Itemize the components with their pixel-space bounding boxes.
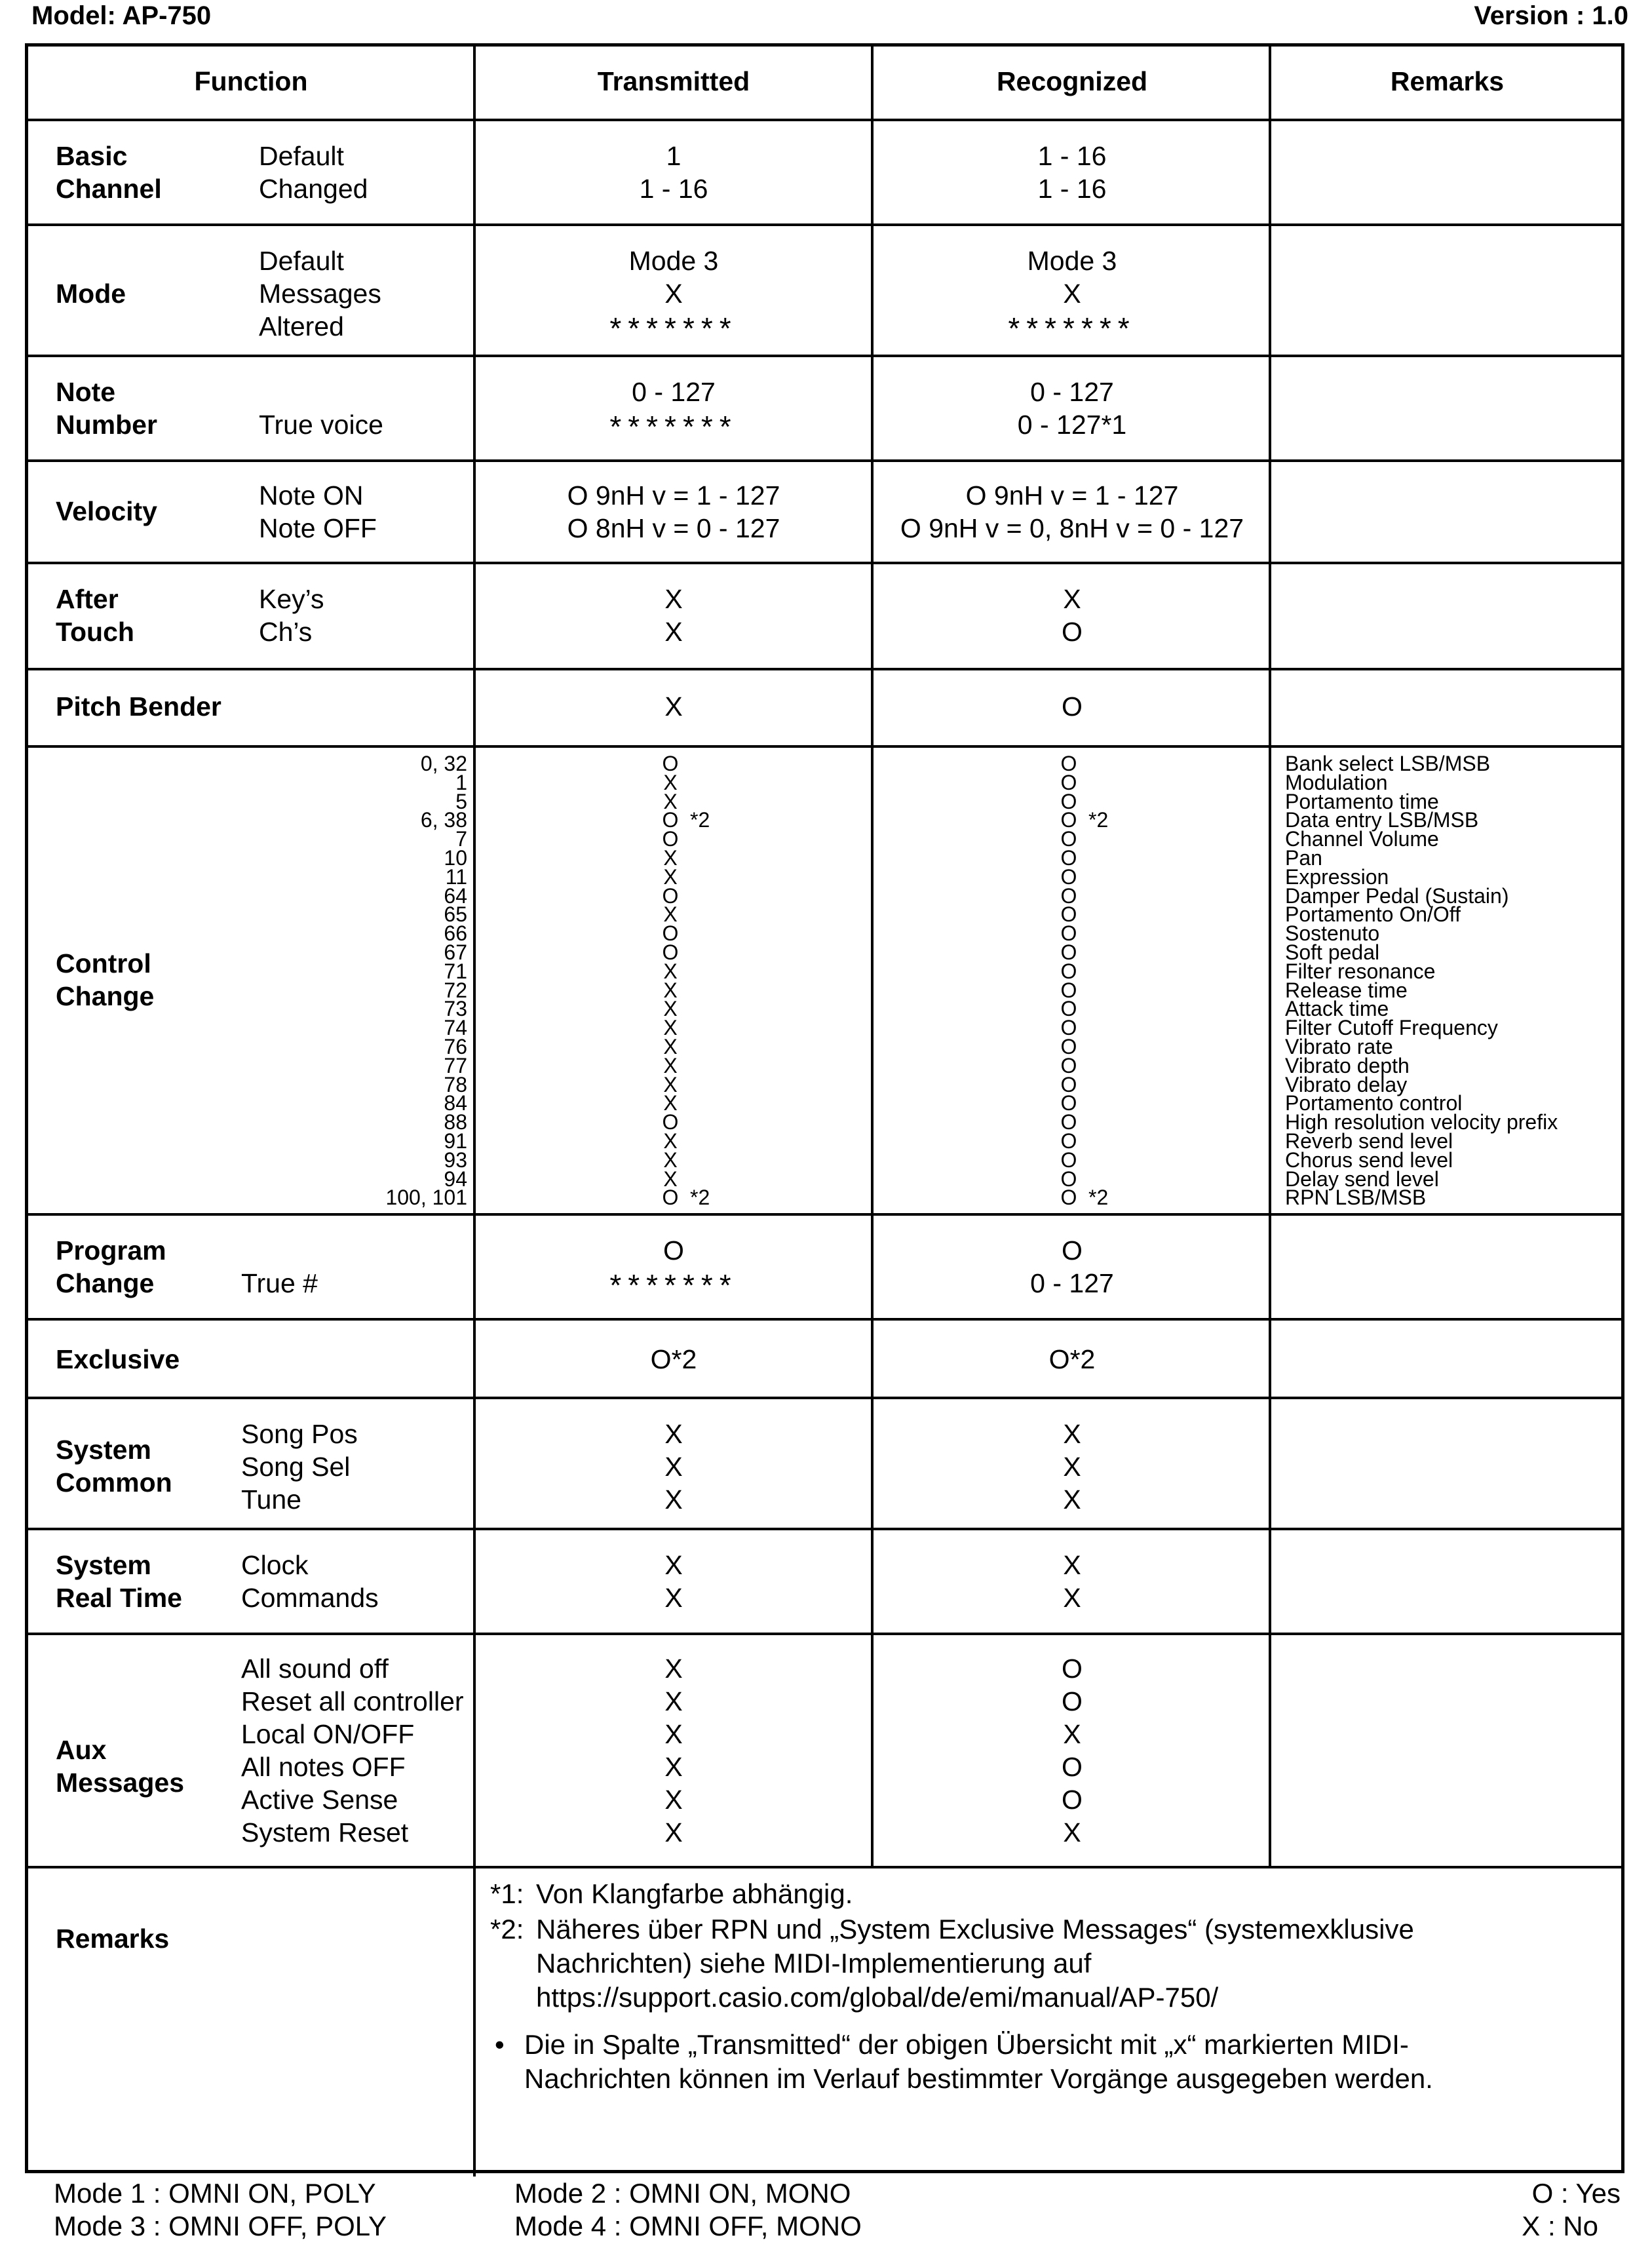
recognized-value: X bbox=[1063, 279, 1081, 309]
column-divider bbox=[473, 1866, 476, 2176]
row-sublabel: Note OFF bbox=[259, 513, 377, 543]
row-label: Change bbox=[56, 981, 155, 1011]
recognized-value: O 9nH v = 1 - 127 bbox=[965, 480, 1179, 511]
midi-implementation-chart bbox=[25, 43, 1624, 2173]
no-legend: X : No bbox=[1522, 2211, 1598, 2241]
transmitted-value: ******* bbox=[609, 1268, 738, 1302]
transmitted-value: 1 bbox=[666, 141, 682, 171]
row-sublabel: All sound off bbox=[241, 1654, 389, 1684]
recognized-value: Mode 3 bbox=[1027, 246, 1117, 276]
row-divider bbox=[28, 1528, 1621, 1530]
recognized-value: X bbox=[1063, 1419, 1081, 1449]
row-sublabel: Song Pos bbox=[241, 1419, 358, 1449]
row-label: Channel bbox=[56, 174, 162, 204]
footnote-ref: *2 bbox=[1088, 1186, 1109, 1210]
row-sublabel: Key’s bbox=[259, 584, 324, 614]
transmitted-control-list: O X X O O X X O X O O X X X X X X X X O X X X O bbox=[662, 752, 679, 1210]
recognized-value: X bbox=[1063, 1719, 1081, 1749]
footnote-text: Nachrichten) siehe MIDI-Implementierung auf bbox=[536, 1948, 1092, 1979]
recognized-value: O bbox=[1062, 617, 1083, 647]
footnote-ref: *2 bbox=[1088, 808, 1109, 832]
transmitted-value: X bbox=[664, 279, 683, 309]
recognized-value: O bbox=[1062, 1654, 1083, 1684]
row-sublabel: Tune bbox=[241, 1484, 301, 1515]
row-sublabel: Reset all controller bbox=[241, 1686, 464, 1716]
bullet-mark: • bbox=[495, 2029, 505, 2060]
recognized-value: O bbox=[1062, 691, 1083, 722]
row-divider bbox=[28, 1866, 1621, 1868]
mode-legend: Mode 2 : OMNI ON, MONO bbox=[514, 2178, 851, 2209]
transmitted-value: X bbox=[664, 1484, 683, 1515]
transmitted-value: X bbox=[664, 1654, 683, 1684]
recognized-value: O bbox=[1062, 1235, 1083, 1266]
transmitted-value: X bbox=[664, 1583, 683, 1613]
transmitted-value: ******* bbox=[609, 410, 738, 444]
footnote-text: Näheres über RPN und „System Exclusive Messages“ (systemexklusive bbox=[536, 1914, 1414, 1944]
transmitted-value: X bbox=[664, 1785, 683, 1815]
header-remarks: Remarks bbox=[1390, 66, 1505, 96]
footnote-ref: *2 bbox=[690, 808, 710, 832]
row-label: Real Time bbox=[56, 1583, 182, 1613]
transmitted-value: X bbox=[664, 1817, 683, 1847]
header-transmitted: Transmitted bbox=[597, 66, 750, 96]
row-sublabel: All notes OFF bbox=[241, 1752, 406, 1782]
transmitted-value: 0 - 127 bbox=[632, 377, 716, 407]
row-label: After bbox=[56, 584, 119, 614]
mode-legend: Mode 3 : OMNI OFF, POLY bbox=[54, 2211, 387, 2241]
transmitted-value: X bbox=[664, 691, 683, 722]
transmitted-value: O bbox=[663, 1235, 684, 1266]
transmitted-value: ******* bbox=[609, 311, 738, 345]
transmitted-value: X bbox=[664, 1452, 683, 1482]
row-sublabel: Clock bbox=[241, 1550, 309, 1580]
row-label: Exclusive bbox=[56, 1344, 180, 1374]
recognized-value: O bbox=[1062, 1785, 1083, 1815]
row-divider bbox=[28, 459, 1621, 462]
row-divider bbox=[28, 668, 1621, 670]
row-divider bbox=[28, 223, 1621, 226]
row-label: Basic bbox=[56, 141, 128, 171]
row-sublabel: Messages bbox=[259, 279, 381, 309]
transmitted-value: X bbox=[664, 617, 683, 647]
recognized-value: ******* bbox=[1008, 311, 1136, 345]
row-label: System bbox=[56, 1550, 151, 1580]
row-label: Velocity bbox=[56, 496, 157, 526]
recognized-value: X bbox=[1063, 1550, 1081, 1580]
recognized-value: O 9nH v = 0, 8nH v = 0 - 127 bbox=[900, 513, 1244, 543]
recognized-value: 0 - 127 bbox=[1030, 1268, 1114, 1298]
transmitted-value: O 8nH v = 0 - 127 bbox=[567, 513, 780, 543]
row-label: Program bbox=[56, 1235, 166, 1266]
row-divider bbox=[28, 1397, 1621, 1399]
transmitted-value: Mode 3 bbox=[628, 246, 719, 276]
row-label: Touch bbox=[56, 617, 134, 647]
row-divider bbox=[28, 1318, 1621, 1321]
row-divider bbox=[28, 745, 1621, 748]
row-label: Common bbox=[56, 1467, 172, 1498]
recognized-value: 0 - 127 bbox=[1030, 377, 1114, 407]
row-sublabel: Default bbox=[259, 246, 344, 276]
remarks-label: Remarks bbox=[56, 1924, 170, 1954]
recognized-value: X bbox=[1063, 1452, 1081, 1482]
transmitted-value: O 9nH v = 1 - 127 bbox=[567, 480, 780, 511]
header-recognized: Recognized bbox=[996, 66, 1148, 96]
mode-legend: Mode 4 : OMNI OFF, MONO bbox=[514, 2211, 862, 2241]
row-sublabel: Ch’s bbox=[259, 617, 313, 647]
transmitted-value: X bbox=[664, 1419, 683, 1449]
row-divider bbox=[28, 562, 1621, 564]
recognized-value: X bbox=[1063, 584, 1081, 614]
bullet-text: Nachrichten können im Verlauf bestimmter Vorgänge ausgegeben werden. bbox=[524, 2063, 1433, 2094]
row-sublabel: Changed bbox=[259, 174, 368, 204]
footnote-mark: *2: bbox=[490, 1914, 524, 1944]
transmitted-value: X bbox=[664, 584, 683, 614]
row-label: Number bbox=[56, 410, 157, 440]
transmitted-value: O*2 bbox=[650, 1344, 697, 1374]
header-function: Function bbox=[194, 66, 308, 96]
row-label: Note bbox=[56, 377, 116, 407]
recognized-value: O bbox=[1062, 1686, 1083, 1716]
row-label: System bbox=[56, 1435, 151, 1465]
row-label: Pitch Bender bbox=[56, 691, 221, 722]
recognized-value: 0 - 127*1 bbox=[1017, 410, 1127, 440]
transmitted-value: X bbox=[664, 1719, 683, 1749]
row-sublabel: Note ON bbox=[259, 480, 364, 511]
row-sublabel: System Reset bbox=[241, 1817, 409, 1847]
row-label: Change bbox=[56, 1268, 155, 1298]
row-sublabel: Default bbox=[259, 141, 344, 171]
transmitted-value: X bbox=[664, 1550, 683, 1580]
row-divider bbox=[28, 119, 1621, 121]
transmitted-value: 1 - 16 bbox=[639, 174, 708, 204]
recognized-control-list: O O O O O O O O O O O O O O O O O O O O O O O O bbox=[1060, 752, 1077, 1210]
mode-legend: Mode 1 : OMNI ON, POLY bbox=[54, 2178, 376, 2209]
row-divider bbox=[28, 1633, 1621, 1635]
row-sublabel: Song Sel bbox=[241, 1452, 351, 1482]
row-sublabel: Altered bbox=[259, 311, 344, 341]
transmitted-value: X bbox=[664, 1686, 683, 1716]
bullet-text: Die in Spalte „Transmitted“ der obigen Übersicht mit „x“ markierten MIDI- bbox=[524, 2029, 1409, 2060]
row-sublabel: Active Sense bbox=[241, 1785, 398, 1815]
row-label: Mode bbox=[56, 279, 126, 309]
yes-legend: O : Yes bbox=[1531, 2178, 1621, 2209]
footnote-mark: *1: bbox=[490, 1878, 524, 1909]
row-label: Aux bbox=[56, 1735, 107, 1765]
version-label: Version : 1.0 bbox=[1474, 1, 1628, 30]
recognized-value: O bbox=[1062, 1752, 1083, 1782]
row-sublabel: True voice bbox=[259, 410, 383, 440]
row-divider bbox=[28, 355, 1621, 357]
row-sublabel: True # bbox=[241, 1268, 318, 1298]
model-label: Model: AP-750 bbox=[31, 1, 212, 30]
control-remarks-list: Bank select LSB/MSB Modulation Portamento time Data entry LSB/MSB Channel Volume Pan Expression Damper Pedal (Sustain) Portamento On/Off Sostenuto Soft pedal Filter resonance Release time Attack time Filter Cutoff Frequency Vibrato rate Vibrato depth Vibrato delay Portamento control High resolution velocity prefix Reverb send level Chorus send level Delay send level RPN LSB/MSB bbox=[1285, 752, 1558, 1210]
recognized-value: 1 - 16 bbox=[1037, 174, 1107, 204]
recognized-value: O*2 bbox=[1048, 1344, 1096, 1374]
recognized-value: 1 - 16 bbox=[1037, 141, 1107, 171]
row-sublabel: Local ON/OFF bbox=[241, 1719, 415, 1749]
footnote-url: https://support.casio.com/global/de/emi/manual/AP-750/ bbox=[536, 1982, 1219, 2013]
recognized-value: X bbox=[1063, 1484, 1081, 1515]
recognized-value: X bbox=[1063, 1817, 1081, 1847]
row-label: Messages bbox=[56, 1768, 185, 1798]
recognized-value: X bbox=[1063, 1583, 1081, 1613]
transmitted-value: X bbox=[664, 1752, 683, 1782]
footnote-text: Von Klangfarbe abhängig. bbox=[536, 1878, 853, 1909]
row-divider bbox=[28, 1213, 1621, 1216]
control-number-list: 0, 32 1 5 6, 38 7 10 11 64 65 66 67 71 72 73 74 76 77 78 84 88 91 93 94 100, 101 bbox=[385, 752, 467, 1210]
row-label: Control bbox=[56, 948, 151, 978]
footnote-ref: *2 bbox=[690, 1186, 710, 1210]
row-sublabel: Commands bbox=[241, 1583, 379, 1613]
